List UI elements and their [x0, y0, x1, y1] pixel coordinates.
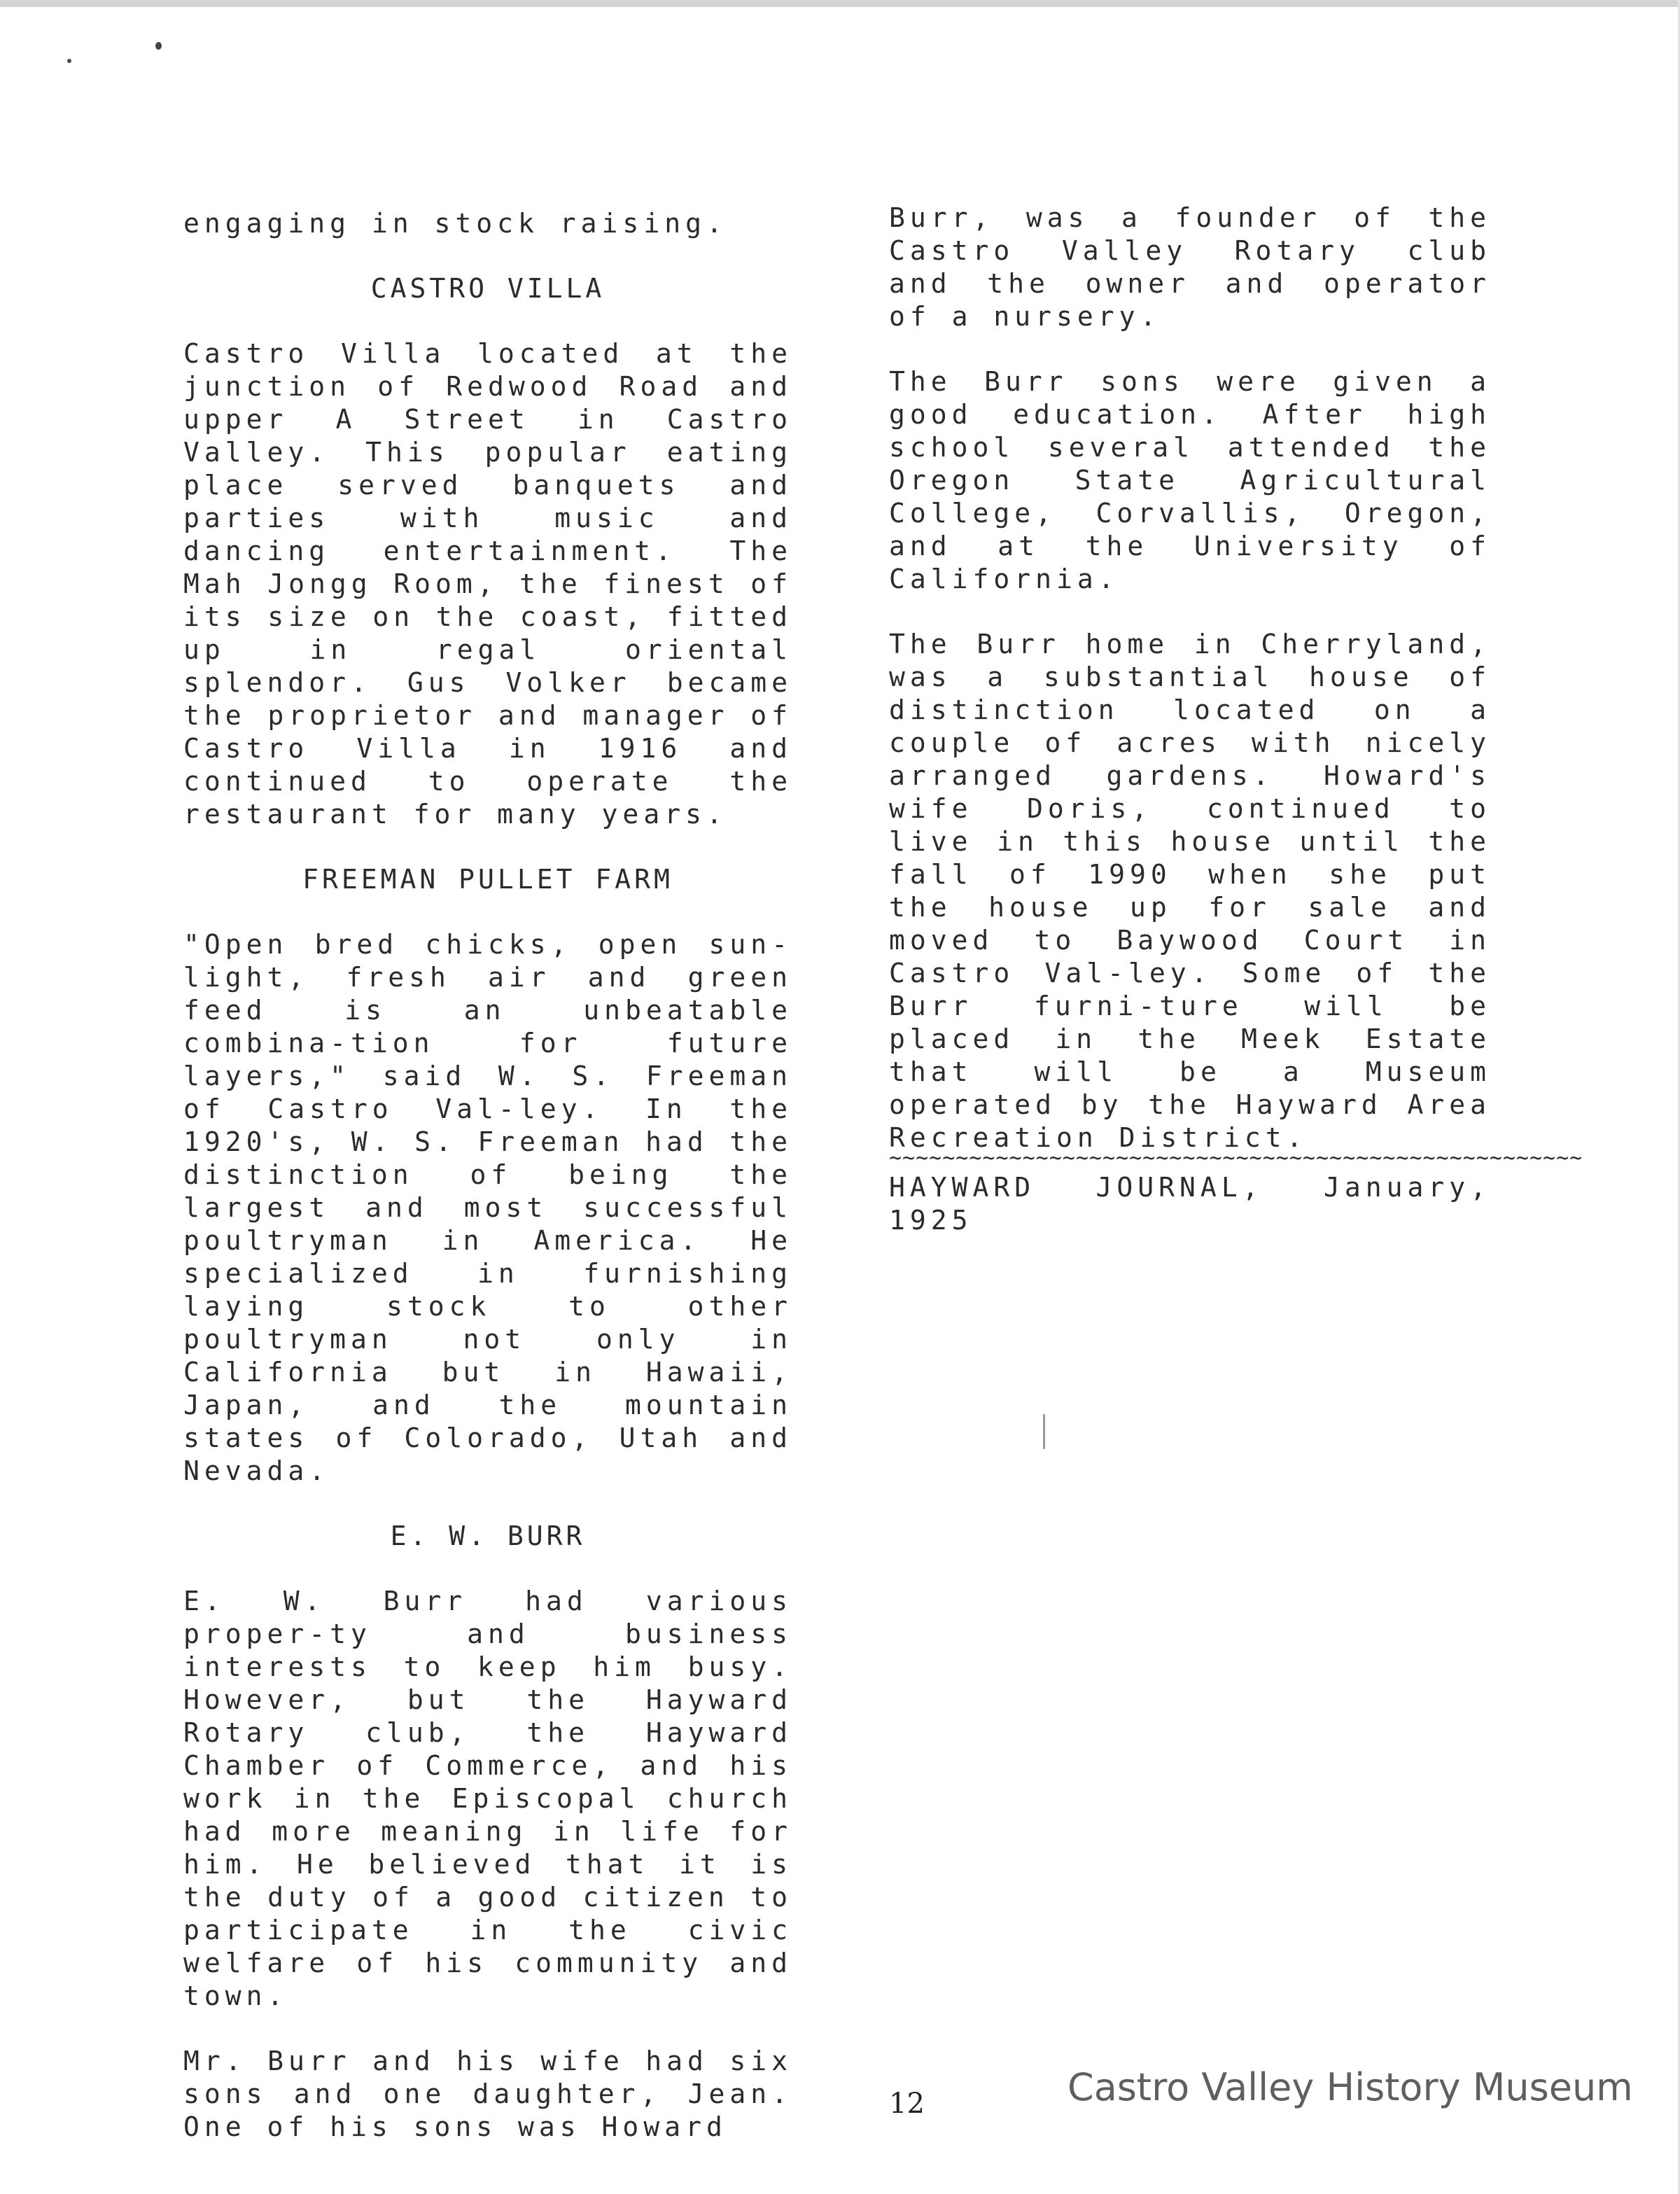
tilde-divider: ~~~~~~~~~~~~~~~~~~~~~~~~~~~~~~~~~~~~~~~~~~~~~~~~~~~~	[889, 1146, 1583, 1171]
source-citation: HAYWARD JOURNAL, January, 1925	[889, 1172, 1491, 1236]
page-number: 12	[889, 2088, 925, 2120]
castro-villa-paragraph: Castro Villa located at the junction of Redwood Road and upper A Street in Castro Valley. This popular eating place served banquets and parties with music and dancing entertainment. The Mah Jongg Room, the finest of its size on the coast, fitted up in regal oriental splendor. Gus Volker became the proprietor and manager of Castro Villa in 1916 and continued to operate the restaurant for many years.	[183, 338, 792, 830]
scan-speck	[1043, 1414, 1045, 1449]
left-column	[183, 207, 792, 2176]
right-column	[889, 202, 1583, 1269]
scan-edge-top	[0, 0, 1680, 7]
museum-watermark: Castro Valley History Museum	[1068, 2065, 1633, 2109]
intro-text: engaging in stock raising.	[183, 208, 727, 239]
freeman-paragraph: "Open bred chicks, open sun-light, fresh air and green feed is an unbeatable combina-tion for future layers," said W. S. Freeman of Castro Val-ley. In the 1920's, W. S. Freeman had the distinction of being the largest and most successful poultryman in America. He specialized in furnishing laying stock to other poultryman not only in California but in Hawaii, Japan, and the mountain states of Colorado, Utah and Nevada.	[183, 929, 792, 1486]
burr-heading: E. W. BURR	[390, 1521, 586, 1551]
right-paragraph-1: Burr, was a founder of the Castro Valley Rotary club and the owner and operator of a nursery.	[889, 202, 1491, 332]
burr-paragraph-2: Mr. Burr and his wife had six sons and one daughter, Jean. One of his sons was Howard	[183, 2046, 792, 2142]
castro-villa-heading: CASTRO VILLA	[370, 273, 606, 304]
freeman-heading: FREEMAN PULLET FARM	[302, 864, 673, 895]
burr-paragraph-1: E. W. Burr had various proper-ty and business interests to keep him busy. However, but the Hayward Rotary club, the Hayward Chamber of Commerce, and his work in the Episcopal church had more meaning in life for him. He believed that it is the duty of a good citizen to participate in the civic welfare of his community and town.	[183, 1586, 792, 2011]
right-paragraph-2: The Burr sons were given a good education. After high school several attended the Oregon State Agricultural College, Corvallis, Oregon, and at the University of California.	[889, 366, 1491, 594]
right-paragraph-3: The Burr home in Cherryland, was a substantial house of distinction located on a couple of acres with nicely arranged gardens. Howard's wife Doris, continued to live in this house until the fall of 1990 when she put the house up for sale and moved to Baywood Court in Castro Val-ley. Some of the Burr furni-ture will be placed in the Meek Estate that will be a Museum operated by the Hayward Area Recreation District.	[889, 629, 1491, 1153]
scan-speck	[155, 42, 162, 50]
scan-speck	[67, 59, 71, 63]
